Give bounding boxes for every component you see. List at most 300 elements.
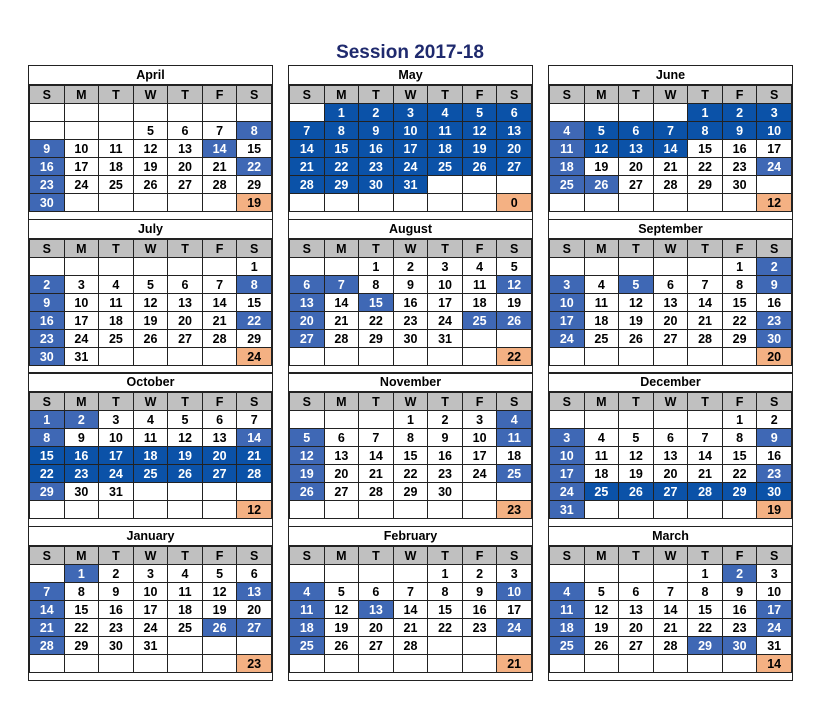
day-cell <box>64 501 99 519</box>
day-cell <box>133 258 168 276</box>
week-row <box>290 565 532 583</box>
day-cell <box>653 104 688 122</box>
day-cell: 9 <box>722 583 757 601</box>
day-cell: 2 <box>30 276 65 294</box>
day-cell <box>550 258 585 276</box>
week-row <box>30 429 272 447</box>
week-row <box>30 637 272 655</box>
day-cell: 27 <box>619 637 654 655</box>
day-cell: 12 <box>133 294 168 312</box>
month-grid <box>549 392 792 519</box>
weekday-header: S <box>497 86 532 104</box>
month-grid <box>29 239 272 366</box>
day-cell: 20 <box>619 158 654 176</box>
month-name: August <box>289 220 532 239</box>
month-name: December <box>549 373 792 392</box>
week-row <box>30 501 272 519</box>
day-cell: 6 <box>202 411 237 429</box>
day-cell: 12 <box>619 447 654 465</box>
day-cell: 31 <box>99 483 134 501</box>
day-cell: 31 <box>64 348 99 366</box>
day-cell <box>99 104 134 122</box>
weekday-header-row <box>550 547 792 565</box>
day-cell: 26 <box>290 483 325 501</box>
month-grid <box>549 546 792 673</box>
day-cell: 15 <box>64 601 99 619</box>
week-row <box>290 655 532 673</box>
week-row <box>290 601 532 619</box>
day-cell <box>688 411 723 429</box>
weekday-header: S <box>290 86 325 104</box>
day-cell: 14 <box>359 447 394 465</box>
day-cell: 26 <box>584 637 619 655</box>
day-cell: 7 <box>688 276 723 294</box>
day-cell <box>653 501 688 519</box>
day-cell: 3 <box>757 565 792 583</box>
weekday-header: S <box>757 393 792 411</box>
day-cell <box>619 348 654 366</box>
day-cell: 1 <box>393 411 428 429</box>
working-days-count: 21 <box>497 655 532 673</box>
day-cell: 29 <box>30 483 65 501</box>
day-cell: 23 <box>393 312 428 330</box>
week-row <box>550 276 792 294</box>
day-cell: 17 <box>757 601 792 619</box>
day-cell <box>30 501 65 519</box>
week-row <box>30 565 272 583</box>
day-cell <box>722 194 757 212</box>
day-cell: 11 <box>550 601 585 619</box>
day-cell: 11 <box>99 294 134 312</box>
day-cell: 7 <box>30 583 65 601</box>
day-cell: 4 <box>550 583 585 601</box>
day-cell: 17 <box>428 294 463 312</box>
day-cell: 23 <box>757 465 792 483</box>
day-cell <box>324 501 359 519</box>
day-cell: 20 <box>168 158 203 176</box>
month-grid <box>29 392 272 519</box>
day-cell <box>99 501 134 519</box>
day-cell: 24 <box>550 330 585 348</box>
week-row <box>30 176 272 194</box>
day-cell: 9 <box>64 429 99 447</box>
day-cell: 27 <box>202 465 237 483</box>
day-cell: 6 <box>359 583 394 601</box>
working-days-count: 23 <box>497 501 532 519</box>
day-cell: 20 <box>619 619 654 637</box>
day-cell <box>619 194 654 212</box>
day-cell <box>619 104 654 122</box>
day-cell: 20 <box>202 447 237 465</box>
day-cell: 30 <box>757 330 792 348</box>
day-cell: 18 <box>497 447 532 465</box>
day-cell <box>133 348 168 366</box>
day-cell <box>497 483 532 501</box>
day-cell: 12 <box>290 447 325 465</box>
day-cell: 24 <box>757 619 792 637</box>
day-cell: 19 <box>133 158 168 176</box>
day-cell: 11 <box>497 429 532 447</box>
day-cell <box>550 565 585 583</box>
day-cell: 3 <box>550 276 585 294</box>
day-cell: 14 <box>202 294 237 312</box>
week-row <box>550 312 792 330</box>
week-row <box>290 140 532 158</box>
weekday-header: S <box>290 393 325 411</box>
day-cell: 24 <box>550 483 585 501</box>
day-cell: 10 <box>99 429 134 447</box>
weekday-header: T <box>168 547 203 565</box>
day-cell <box>550 655 585 673</box>
weekday-header: W <box>133 393 168 411</box>
day-cell: 19 <box>619 465 654 483</box>
day-cell: 22 <box>428 619 463 637</box>
week-row <box>30 411 272 429</box>
day-cell: 1 <box>324 104 359 122</box>
day-cell <box>290 655 325 673</box>
day-cell: 15 <box>324 140 359 158</box>
day-cell <box>722 655 757 673</box>
day-cell <box>688 501 723 519</box>
day-cell <box>324 411 359 429</box>
week-row <box>290 465 532 483</box>
day-cell: 30 <box>64 483 99 501</box>
day-cell: 24 <box>462 465 497 483</box>
day-cell: 11 <box>428 122 463 140</box>
weekday-header: T <box>619 547 654 565</box>
day-cell: 25 <box>550 176 585 194</box>
day-cell <box>653 655 688 673</box>
day-cell: 4 <box>462 258 497 276</box>
day-cell: 22 <box>30 465 65 483</box>
weekday-header: T <box>428 393 463 411</box>
day-cell: 21 <box>653 619 688 637</box>
weekday-header-row <box>30 240 272 258</box>
day-cell: 23 <box>30 330 65 348</box>
weekday-header: W <box>653 547 688 565</box>
day-cell: 25 <box>428 158 463 176</box>
day-cell: 15 <box>393 447 428 465</box>
day-cell: 5 <box>324 583 359 601</box>
weekday-header-row <box>550 393 792 411</box>
day-cell <box>428 176 463 194</box>
day-cell: 7 <box>653 583 688 601</box>
day-cell: 12 <box>462 122 497 140</box>
day-cell <box>168 258 203 276</box>
month-september <box>548 219 793 374</box>
day-cell: 21 <box>237 447 272 465</box>
month-october <box>28 372 273 527</box>
day-cell: 16 <box>757 447 792 465</box>
day-cell: 12 <box>497 276 532 294</box>
day-cell: 9 <box>428 429 463 447</box>
day-cell <box>99 122 134 140</box>
day-cell: 8 <box>688 583 723 601</box>
week-row <box>30 583 272 601</box>
weekday-header: S <box>290 240 325 258</box>
day-cell: 5 <box>619 429 654 447</box>
weekday-header: T <box>688 240 723 258</box>
week-row <box>290 429 532 447</box>
day-cell: 18 <box>550 158 585 176</box>
day-cell: 25 <box>290 637 325 655</box>
week-row <box>550 565 792 583</box>
day-cell: 14 <box>393 601 428 619</box>
weekday-header: W <box>133 240 168 258</box>
day-cell: 24 <box>393 158 428 176</box>
day-cell: 24 <box>64 330 99 348</box>
day-cell <box>653 194 688 212</box>
day-cell: 5 <box>619 276 654 294</box>
weekday-header: S <box>550 547 585 565</box>
day-cell <box>584 104 619 122</box>
month-name: April <box>29 66 272 85</box>
day-cell: 26 <box>619 330 654 348</box>
day-cell <box>393 194 428 212</box>
day-cell: 28 <box>359 483 394 501</box>
week-row <box>30 140 272 158</box>
working-days-count: 12 <box>237 501 272 519</box>
day-cell: 8 <box>237 276 272 294</box>
day-cell <box>30 258 65 276</box>
day-cell <box>619 501 654 519</box>
day-cell <box>202 637 237 655</box>
day-cell: 25 <box>133 465 168 483</box>
month-name: March <box>549 527 792 546</box>
day-cell: 2 <box>722 565 757 583</box>
day-cell <box>290 411 325 429</box>
weekday-header-row <box>30 393 272 411</box>
day-cell: 15 <box>359 294 394 312</box>
day-cell: 20 <box>324 465 359 483</box>
day-cell: 17 <box>64 158 99 176</box>
day-cell: 9 <box>722 122 757 140</box>
month-name: February <box>289 527 532 546</box>
day-cell: 4 <box>133 411 168 429</box>
month-grid <box>289 239 532 366</box>
day-cell: 7 <box>202 122 237 140</box>
weekday-header: F <box>722 86 757 104</box>
weekday-header: M <box>584 547 619 565</box>
day-cell: 19 <box>290 465 325 483</box>
day-cell <box>99 194 134 212</box>
day-cell: 13 <box>290 294 325 312</box>
day-cell <box>497 330 532 348</box>
day-cell <box>584 194 619 212</box>
day-cell: 16 <box>462 601 497 619</box>
day-cell: 18 <box>168 601 203 619</box>
day-cell: 7 <box>290 122 325 140</box>
day-cell <box>64 104 99 122</box>
day-cell <box>550 348 585 366</box>
week-row <box>30 158 272 176</box>
day-cell <box>359 348 394 366</box>
weekday-header: S <box>757 86 792 104</box>
day-cell <box>168 104 203 122</box>
weekday-header: M <box>324 547 359 565</box>
day-cell: 9 <box>99 583 134 601</box>
weekday-header: F <box>462 86 497 104</box>
day-cell: 16 <box>722 601 757 619</box>
week-row <box>290 330 532 348</box>
month-grid <box>289 392 532 519</box>
day-cell: 8 <box>30 429 65 447</box>
month-february <box>288 526 533 681</box>
week-row <box>550 655 792 673</box>
day-cell <box>202 194 237 212</box>
day-cell: 27 <box>359 637 394 655</box>
working-days-count: 24 <box>237 348 272 366</box>
day-cell: 30 <box>30 194 65 212</box>
week-row <box>290 411 532 429</box>
day-cell <box>393 501 428 519</box>
day-cell: 6 <box>619 583 654 601</box>
month-grid <box>29 546 272 673</box>
day-cell: 28 <box>688 483 723 501</box>
day-cell: 13 <box>653 294 688 312</box>
day-cell: 21 <box>324 312 359 330</box>
day-cell <box>393 348 428 366</box>
week-row <box>550 447 792 465</box>
day-cell: 3 <box>757 104 792 122</box>
day-cell: 5 <box>584 122 619 140</box>
day-cell: 19 <box>324 619 359 637</box>
day-cell: 17 <box>550 312 585 330</box>
day-cell: 21 <box>359 465 394 483</box>
weekday-header-row <box>290 86 532 104</box>
week-row <box>290 276 532 294</box>
day-cell <box>462 348 497 366</box>
day-cell: 7 <box>653 122 688 140</box>
day-cell: 27 <box>290 330 325 348</box>
weekday-header-row <box>30 86 272 104</box>
weekday-header: M <box>324 393 359 411</box>
week-row <box>550 619 792 637</box>
weekday-header: M <box>324 86 359 104</box>
day-cell: 3 <box>497 565 532 583</box>
day-cell: 25 <box>550 637 585 655</box>
month-june <box>548 65 793 220</box>
day-cell: 10 <box>64 294 99 312</box>
day-cell: 30 <box>359 176 394 194</box>
day-cell: 4 <box>584 429 619 447</box>
weekday-header: T <box>428 240 463 258</box>
day-cell <box>133 501 168 519</box>
day-cell: 13 <box>359 601 394 619</box>
day-cell: 18 <box>290 619 325 637</box>
weekday-header: S <box>30 547 65 565</box>
day-cell <box>168 655 203 673</box>
day-cell: 23 <box>30 176 65 194</box>
day-cell: 19 <box>584 619 619 637</box>
day-cell: 4 <box>497 411 532 429</box>
weekday-header: T <box>619 393 654 411</box>
weekday-header: T <box>688 547 723 565</box>
day-cell: 1 <box>64 565 99 583</box>
working-days-count: 23 <box>237 655 272 673</box>
day-cell: 29 <box>64 637 99 655</box>
day-cell <box>619 565 654 583</box>
day-cell: 27 <box>497 158 532 176</box>
day-cell: 27 <box>653 483 688 501</box>
day-cell <box>290 104 325 122</box>
day-cell: 17 <box>393 140 428 158</box>
day-cell: 27 <box>168 176 203 194</box>
weekday-header-row <box>550 240 792 258</box>
day-cell: 7 <box>393 583 428 601</box>
week-row <box>550 104 792 122</box>
day-cell: 19 <box>619 312 654 330</box>
day-cell: 19 <box>584 158 619 176</box>
day-cell: 17 <box>462 447 497 465</box>
weekday-header: S <box>550 240 585 258</box>
day-cell <box>359 501 394 519</box>
day-cell: 30 <box>99 637 134 655</box>
day-cell <box>584 258 619 276</box>
day-cell <box>168 637 203 655</box>
day-cell: 14 <box>688 447 723 465</box>
day-cell: 28 <box>653 637 688 655</box>
day-cell: 16 <box>757 294 792 312</box>
month-name: October <box>29 373 272 392</box>
day-cell <box>462 637 497 655</box>
day-cell: 9 <box>462 583 497 601</box>
weekday-header: T <box>428 547 463 565</box>
day-cell: 1 <box>359 258 394 276</box>
day-cell: 24 <box>757 158 792 176</box>
day-cell: 15 <box>722 294 757 312</box>
weekday-header: W <box>393 547 428 565</box>
day-cell <box>202 655 237 673</box>
day-cell: 20 <box>359 619 394 637</box>
month-april <box>28 65 273 220</box>
day-cell <box>133 483 168 501</box>
day-cell: 16 <box>722 140 757 158</box>
day-cell: 30 <box>393 330 428 348</box>
weekday-header: S <box>30 393 65 411</box>
weekday-header: W <box>133 86 168 104</box>
day-cell: 22 <box>722 312 757 330</box>
weekday-header: T <box>99 240 134 258</box>
day-cell: 10 <box>497 583 532 601</box>
day-cell: 23 <box>722 158 757 176</box>
month-november <box>288 372 533 527</box>
day-cell <box>290 348 325 366</box>
weekday-header: F <box>202 86 237 104</box>
day-cell <box>428 194 463 212</box>
day-cell: 18 <box>428 140 463 158</box>
weekday-header: T <box>359 86 394 104</box>
weekday-header: T <box>619 86 654 104</box>
day-cell: 17 <box>64 312 99 330</box>
day-cell: 3 <box>550 429 585 447</box>
day-cell: 21 <box>653 158 688 176</box>
week-row <box>30 655 272 673</box>
day-cell: 3 <box>64 276 99 294</box>
day-cell <box>202 348 237 366</box>
week-row <box>290 258 532 276</box>
day-cell: 13 <box>619 140 654 158</box>
day-cell: 24 <box>64 176 99 194</box>
day-cell <box>99 258 134 276</box>
day-cell: 20 <box>290 312 325 330</box>
week-row <box>30 330 272 348</box>
day-cell <box>99 655 134 673</box>
day-cell <box>550 411 585 429</box>
day-cell: 13 <box>324 447 359 465</box>
weekday-header: S <box>497 240 532 258</box>
day-cell <box>359 565 394 583</box>
